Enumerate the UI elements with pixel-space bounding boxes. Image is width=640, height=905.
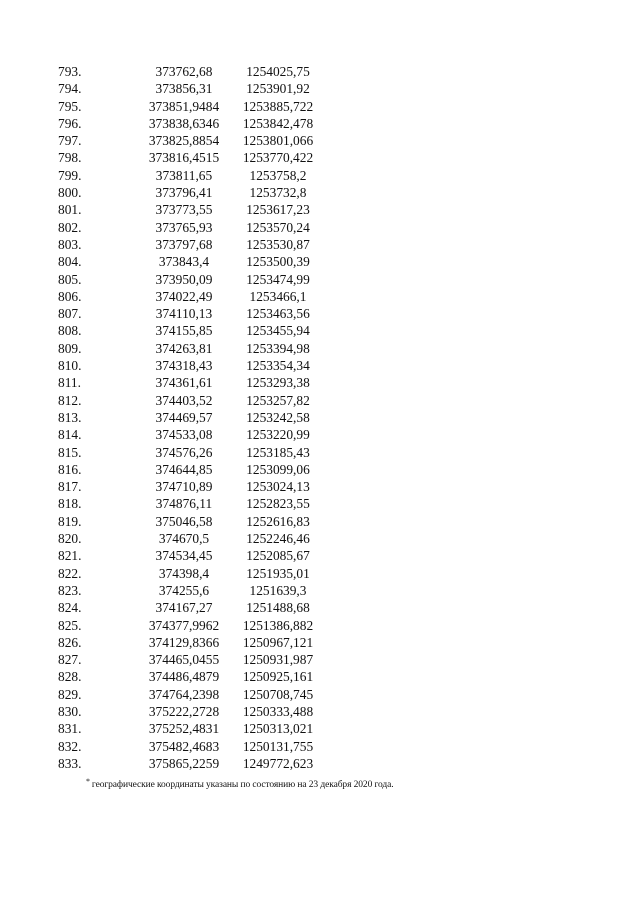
row-number: 797. bbox=[58, 133, 82, 149]
coordinate-x: 373762,68 bbox=[155, 64, 213, 79]
coordinate-y: 1253466,1 bbox=[249, 288, 307, 304]
coordinate-x: 373825,8854 bbox=[148, 133, 220, 149]
table-row bbox=[58, 63, 325, 80]
row-number: 811. bbox=[58, 375, 81, 391]
coordinate-x: 374576,26 bbox=[155, 444, 213, 460]
table-row bbox=[58, 184, 325, 201]
coordinates-table bbox=[58, 63, 325, 772]
coordinate-y: 1253099,06 bbox=[246, 461, 310, 477]
row-number: 816. bbox=[58, 461, 82, 477]
coordinate-x: 374670,5 bbox=[158, 531, 210, 547]
row-number: 794. bbox=[58, 81, 82, 97]
row-number: 802. bbox=[58, 219, 82, 235]
coordinate-y: 1250931,987 bbox=[242, 652, 314, 668]
coordinate-y: 1253293,38 bbox=[246, 375, 310, 391]
row-number: 824. bbox=[58, 600, 82, 616]
coordinate-y: 1253455,94 bbox=[246, 323, 310, 339]
coordinate-y: 1250333,488 bbox=[242, 703, 314, 719]
coordinate-x: 374710,89 bbox=[155, 479, 213, 495]
coordinates-table-body bbox=[58, 63, 325, 772]
table-row bbox=[58, 340, 325, 357]
row-number: 817. bbox=[58, 479, 82, 495]
coordinate-y: 1253463,56 bbox=[246, 306, 310, 322]
row-number: 831. bbox=[58, 721, 82, 737]
coordinate-y: 1251935,01 bbox=[246, 565, 310, 581]
row-number: 822. bbox=[58, 565, 82, 581]
coordinate-x: 373950,09 bbox=[155, 271, 213, 287]
coordinate-x: 375865,2259 bbox=[148, 755, 220, 771]
row-number: 825. bbox=[58, 617, 82, 633]
coordinate-x: 374167,27 bbox=[155, 600, 213, 616]
table-row bbox=[58, 219, 325, 236]
table-row bbox=[58, 253, 325, 270]
table-row bbox=[58, 80, 325, 97]
coordinate-x: 374644,85 bbox=[155, 461, 213, 477]
coordinate-y: 1253758,2 bbox=[249, 167, 307, 183]
coordinate-y: 1253024,13 bbox=[246, 479, 310, 495]
coordinate-y: 1253617,23 bbox=[246, 202, 310, 218]
table-row bbox=[58, 444, 325, 461]
row-number: 827. bbox=[58, 652, 82, 668]
coordinate-y: 1253570,24 bbox=[246, 219, 310, 235]
coordinate-y: 1253885,722 bbox=[242, 98, 314, 114]
coordinate-y: 1253220,99 bbox=[246, 427, 310, 443]
coordinate-y: 1252246,46 bbox=[246, 531, 310, 547]
table-row bbox=[58, 478, 325, 495]
coordinate-y: 1250131,755 bbox=[242, 738, 314, 754]
coordinate-x: 374876,11 bbox=[155, 496, 213, 512]
coordinate-y: 1253901,92 bbox=[246, 81, 310, 97]
table-row bbox=[58, 582, 325, 599]
coordinate-x: 374318,43 bbox=[155, 358, 213, 374]
coordinate-y: 1250708,745 bbox=[242, 686, 314, 702]
coordinate-x: 375482,4683 bbox=[148, 738, 220, 754]
row-number: 813. bbox=[58, 409, 82, 425]
coordinate-y: 1249772,623 bbox=[242, 755, 314, 771]
row-number: 807. bbox=[58, 306, 82, 322]
table-row bbox=[58, 668, 325, 685]
coordinate-x: 373797,68 bbox=[155, 236, 213, 252]
row-number: 826. bbox=[58, 634, 82, 650]
coordinate-x: 374398,4 bbox=[158, 565, 210, 581]
row-number: 821. bbox=[58, 548, 82, 564]
row-number: 819. bbox=[58, 513, 82, 529]
coordinate-x: 373816,4515 bbox=[148, 150, 220, 166]
row-number: 806. bbox=[58, 288, 82, 304]
coordinate-y: 1253500,39 bbox=[246, 254, 310, 270]
table-row bbox=[58, 720, 325, 737]
table-row bbox=[58, 167, 325, 184]
coordinate-x: 373773,55 bbox=[155, 202, 213, 218]
coordinate-x: 374486,4879 bbox=[148, 669, 220, 685]
coordinate-y: 1253394,98 bbox=[246, 340, 310, 356]
row-number: 814. bbox=[58, 427, 82, 443]
coordinate-x: 375046,58 bbox=[155, 513, 213, 529]
coordinate-y: 1253842,478 bbox=[242, 115, 314, 131]
table-row bbox=[58, 755, 325, 772]
row-number: 823. bbox=[58, 582, 82, 598]
row-number: 803. bbox=[58, 236, 82, 252]
coordinate-x: 374469,57 bbox=[155, 409, 213, 425]
coordinate-x: 373811,65 bbox=[155, 167, 213, 183]
table-row bbox=[58, 271, 325, 288]
row-number: 801. bbox=[58, 202, 82, 218]
row-number: 805. bbox=[58, 271, 82, 287]
table-row bbox=[58, 513, 325, 530]
table-row bbox=[58, 357, 325, 374]
footnote-text: географические координаты указаны по состоянию на 23 декабря 2020 года. bbox=[91, 780, 394, 790]
table-row bbox=[58, 409, 325, 426]
coordinate-y: 1254025,75 bbox=[246, 64, 310, 79]
footnote-marker: * bbox=[86, 777, 90, 786]
row-number: 793. bbox=[58, 64, 82, 79]
row-number: 829. bbox=[58, 686, 82, 702]
coordinate-x: 374534,45 bbox=[155, 548, 213, 564]
table-row bbox=[58, 530, 325, 547]
table-row bbox=[58, 201, 325, 218]
row-number: 808. bbox=[58, 323, 82, 339]
coordinate-y: 1253530,87 bbox=[246, 236, 310, 252]
row-number: 828. bbox=[58, 669, 82, 685]
table-row bbox=[58, 305, 325, 322]
row-number: 818. bbox=[58, 496, 82, 512]
row-number: 830. bbox=[58, 703, 82, 719]
coordinate-y: 1253185,43 bbox=[246, 444, 310, 460]
table-row bbox=[58, 426, 325, 443]
coordinate-y: 1253354,34 bbox=[246, 358, 310, 374]
table-row bbox=[58, 547, 325, 564]
coordinate-y: 1250967,121 bbox=[242, 634, 314, 650]
row-number: 809. bbox=[58, 340, 82, 356]
table-row bbox=[58, 98, 325, 115]
row-number: 800. bbox=[58, 185, 82, 201]
table-row bbox=[58, 617, 325, 634]
table-row bbox=[58, 461, 325, 478]
table-row bbox=[58, 686, 325, 703]
coordinate-y: 1253732,8 bbox=[249, 185, 307, 201]
table-row bbox=[58, 374, 325, 391]
coordinate-y: 1252085,67 bbox=[246, 548, 310, 564]
coordinate-x: 375252,4831 bbox=[148, 721, 220, 737]
table-row bbox=[58, 322, 325, 339]
coordinate-y: 1251639,3 bbox=[249, 582, 307, 598]
coordinate-y: 1253770,422 bbox=[242, 150, 314, 166]
row-number: 804. bbox=[58, 254, 82, 270]
coordinate-x: 373796,41 bbox=[155, 185, 213, 201]
coordinate-x: 373765,93 bbox=[155, 219, 213, 235]
coordinate-y: 1253257,82 bbox=[246, 392, 310, 408]
coordinate-x: 374533,08 bbox=[155, 427, 213, 443]
footnote bbox=[86, 777, 394, 790]
row-number: 796. bbox=[58, 115, 82, 131]
coordinate-x: 374377,9962 bbox=[148, 617, 220, 633]
table-row bbox=[58, 288, 325, 305]
coordinate-y: 1251386,882 bbox=[242, 617, 314, 633]
table-row bbox=[58, 392, 325, 409]
row-number: 795. bbox=[58, 98, 82, 114]
coordinate-x: 374403,52 bbox=[155, 392, 213, 408]
coordinate-x: 374255,6 bbox=[158, 582, 210, 598]
row-number: 820. bbox=[58, 531, 82, 547]
coordinate-y: 1253242,58 bbox=[246, 409, 310, 425]
table-row bbox=[58, 149, 325, 166]
row-number: 798. bbox=[58, 150, 82, 166]
coordinate-x: 373843,4 bbox=[158, 254, 210, 270]
coordinate-y: 1250313,021 bbox=[242, 721, 314, 737]
coordinate-x: 374129,8366 bbox=[148, 634, 220, 650]
coordinate-y: 1252823,55 bbox=[246, 496, 310, 512]
coordinate-x: 375222,2728 bbox=[148, 703, 220, 719]
coordinate-x: 373851,9484 bbox=[148, 98, 220, 114]
table-row bbox=[58, 599, 325, 616]
coordinate-y: 1253801,066 bbox=[242, 133, 314, 149]
coordinate-x: 373856,31 bbox=[155, 81, 213, 97]
table-row bbox=[58, 703, 325, 720]
coordinate-x: 374465,0455 bbox=[148, 652, 220, 668]
table-row bbox=[58, 236, 325, 253]
table-row bbox=[58, 651, 325, 668]
table-row bbox=[58, 495, 325, 512]
coordinate-x: 374022,49 bbox=[155, 288, 213, 304]
row-number: 810. bbox=[58, 358, 82, 374]
coordinate-y: 1251488,68 bbox=[246, 600, 310, 616]
coordinate-x: 374110,13 bbox=[155, 306, 213, 322]
row-number: 815. bbox=[58, 444, 82, 460]
coordinate-x: 373838,6346 bbox=[148, 115, 220, 131]
table-row bbox=[58, 634, 325, 651]
row-number: 832. bbox=[58, 738, 82, 754]
table-row bbox=[58, 565, 325, 582]
coordinate-x: 374764,2398 bbox=[148, 686, 220, 702]
table-row bbox=[58, 115, 325, 132]
table-row bbox=[58, 738, 325, 755]
table-row bbox=[58, 132, 325, 149]
row-number: 833. bbox=[58, 755, 82, 771]
coordinate-y: 1253474,99 bbox=[246, 271, 310, 287]
row-number: 812. bbox=[58, 392, 82, 408]
coordinate-y: 1250925,161 bbox=[242, 669, 314, 685]
row-number: 799. bbox=[58, 167, 82, 183]
coordinate-y: 1252616,83 bbox=[246, 513, 310, 529]
coordinate-x: 374155,85 bbox=[155, 323, 213, 339]
coordinate-x: 374263,81 bbox=[155, 340, 213, 356]
coordinate-x: 374361,61 bbox=[155, 375, 213, 391]
